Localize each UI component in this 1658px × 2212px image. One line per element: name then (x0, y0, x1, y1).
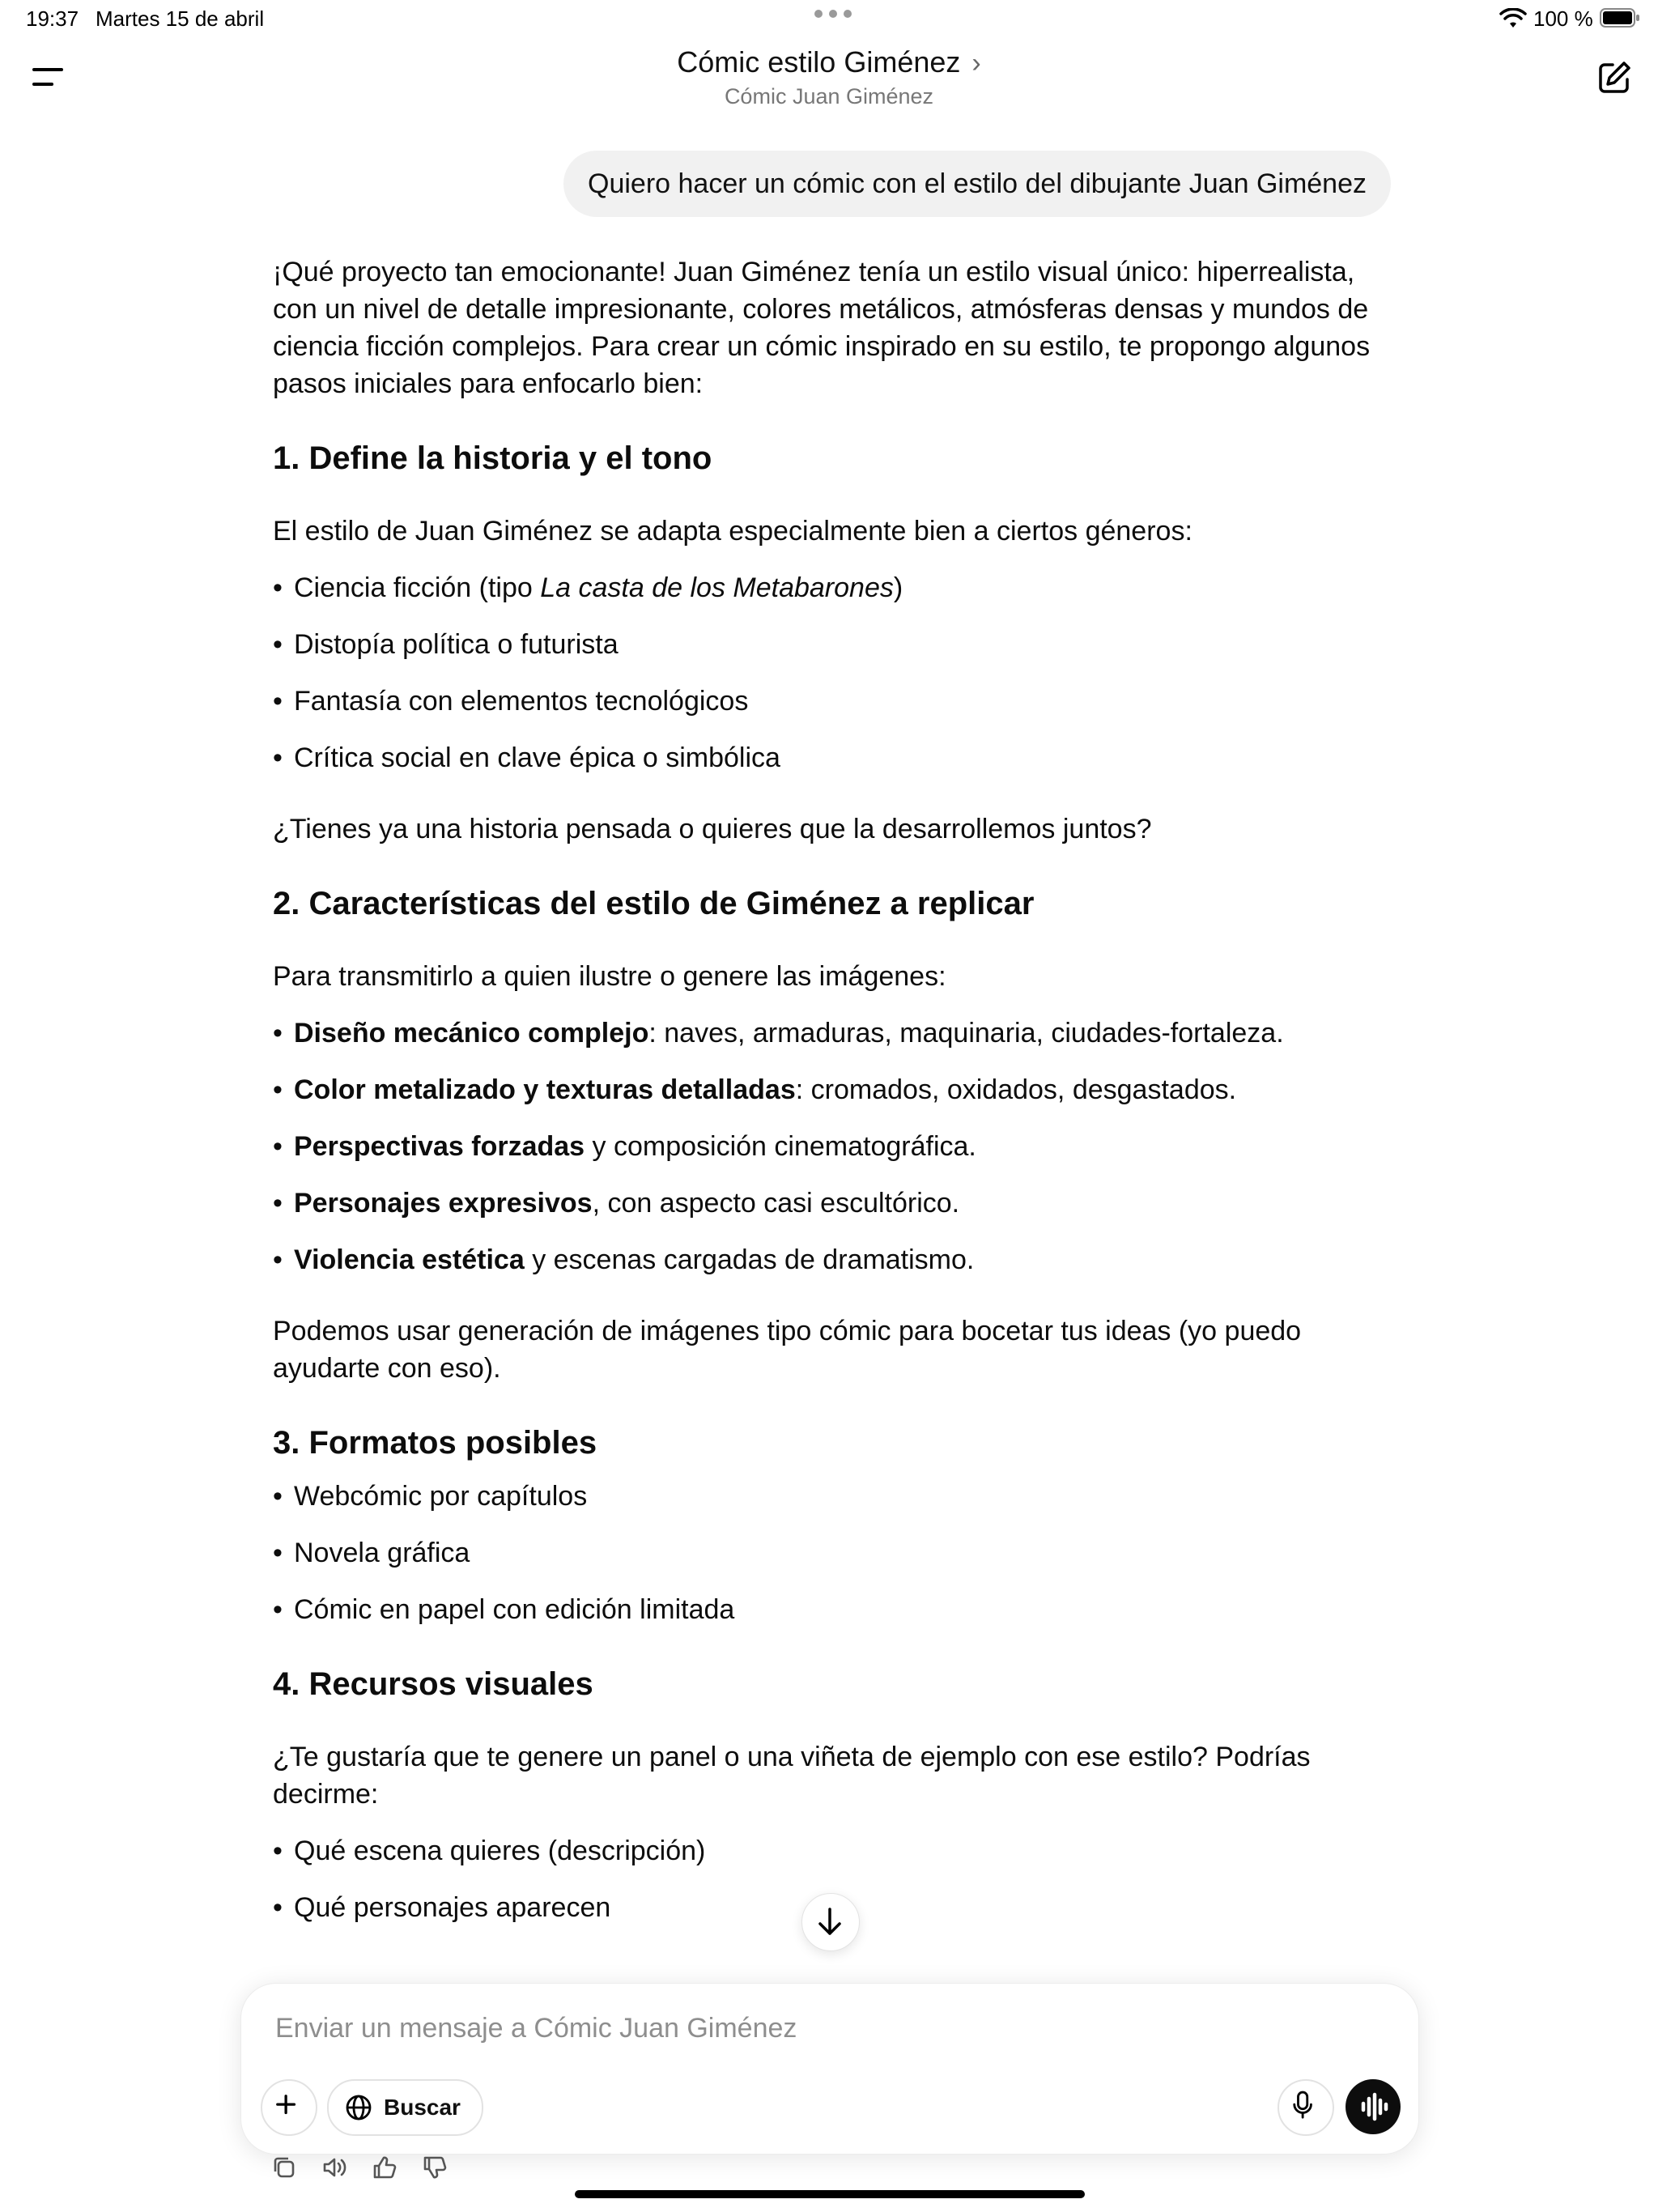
list-item: • Webcómic por capítulos (273, 1478, 1398, 1515)
section-4-text: ¿Te gustaría que te genere un panel o una viñeta de ejemplo con ese estilo? Podrías decirme: (273, 1742, 1311, 1810)
plus-icon (262, 2081, 312, 2131)
list-item: • Personajes expresivos, con aspecto casi escultórico. (273, 1185, 1398, 1222)
scroll-to-bottom-button[interactable] (801, 1893, 860, 1951)
list-item: • Novela gráfica (273, 1534, 1398, 1572)
list-item: • Distopía política o futurista (273, 626, 1398, 663)
list-item: • Cómic en papel con edición limitada (273, 1591, 1398, 1628)
list-item: • Qué personajes aparecen (273, 1889, 1398, 1926)
assistant-intro: ¡Qué proyecto tan emocionante! Juan Giménez tenía un estilo visual único: hiperrealista, con un nivel de detalle impresionante, colores metálicos, atmósferas densas y mundos de ciencia ficción complejos. Para crear un cómic inspirado en su estilo, te propongo algunos pasos iniciales para enfocarlo bien: (273, 257, 1371, 399)
thumbs-up-icon[interactable] (371, 2154, 398, 2181)
message-actions (270, 2154, 449, 2181)
list-item: • Qué escena quieres (descripción) (273, 1832, 1398, 1870)
section-2-text: Para transmitirlo a quien ilustre o genere las imágenes: (273, 961, 946, 992)
search-button[interactable] (327, 2079, 483, 2136)
section-heading-3: 3. Formatos posibles (273, 1425, 597, 1461)
list-item: • Diseño mecánico complejo: naves, armaduras, maquinaria, ciudades-fortaleza. (273, 1015, 1398, 1052)
section-2-closing: Podemos usar generación de imágenes tipo cómic para bocetar tus ideas (yo puedo ayudarte con eso). (273, 1316, 1302, 1384)
status-time: 19:37 (26, 6, 79, 31)
chevron-right-icon: › (971, 48, 981, 79)
voice-mode-button[interactable] (1346, 2079, 1401, 2134)
list-item: • Violencia estética y escenas cargadas de dramatismo. (273, 1241, 1398, 1278)
battery-percent: 100 % (1533, 6, 1593, 31)
list-item: • Ciencia ficción (tipo La casta de los Metabarones) (273, 569, 1398, 606)
microphone-icon (1279, 2081, 1329, 2131)
status-date: Martes 15 de abril (96, 6, 265, 31)
read-aloud-icon[interactable] (321, 2154, 348, 2181)
new-chat-icon[interactable] (1595, 58, 1634, 97)
section-1-text: El estilo de Juan Giménez se adapta especialmente bien a ciertos géneros: (273, 516, 1192, 547)
search-button-label: Buscar (384, 2095, 461, 2120)
home-indicator[interactable] (575, 2190, 1085, 2198)
globe-icon (345, 2094, 372, 2121)
list-item: • Perspectivas forzadas y composición cinematográfica. (273, 1128, 1398, 1165)
copy-icon[interactable] (270, 2154, 298, 2181)
section-heading-1: 1. Define la historia y el tono (273, 440, 712, 476)
assistant-message (273, 253, 1398, 1926)
add-attachment-button[interactable] (261, 2079, 317, 2136)
style-features-list (273, 1015, 1398, 1278)
dictation-button[interactable] (1278, 2079, 1334, 2136)
arrow-down-icon (801, 1893, 858, 1950)
list-item: • Fantasía con elementos tecnológicos (273, 683, 1398, 720)
message-input[interactable]: Enviar un mensaje a Cómic Juan Giménez (275, 2013, 797, 2044)
battery-icon (1600, 8, 1640, 28)
conversation-title-text: Cómic estilo Giménez (677, 45, 961, 79)
section-heading-4: 4. Recursos visuales (273, 1666, 593, 1702)
project-subtitle: Cómic Juan Giménez (724, 84, 934, 108)
conversation-title[interactable] (0, 45, 1658, 79)
message-composer (240, 1983, 1419, 2155)
waveform-icon (1346, 2079, 1401, 2134)
wifi-icon (1499, 8, 1527, 29)
list-item: • Color metalizado y texturas detalladas: cromados, oxidados, desgastados. (273, 1071, 1398, 1108)
thumbs-down-icon[interactable] (421, 2154, 449, 2181)
multitasking-dots-icon[interactable] (814, 10, 852, 18)
genre-list (273, 569, 1398, 776)
formats-list (273, 1478, 1398, 1628)
list-item: • Crítica social en clave épica o simbólica (273, 739, 1398, 776)
user-message-bubble: Quiero hacer un cómic con el estilo del dibujante Juan Giménez (563, 151, 1391, 217)
status-bar (0, 0, 1658, 40)
section-heading-2: 2. Características del estilo de Giménez a replicar (273, 886, 1035, 921)
section-1-question: ¿Tienes ya una historia pensada o quieres que la desarrollemos juntos? (273, 814, 1152, 844)
